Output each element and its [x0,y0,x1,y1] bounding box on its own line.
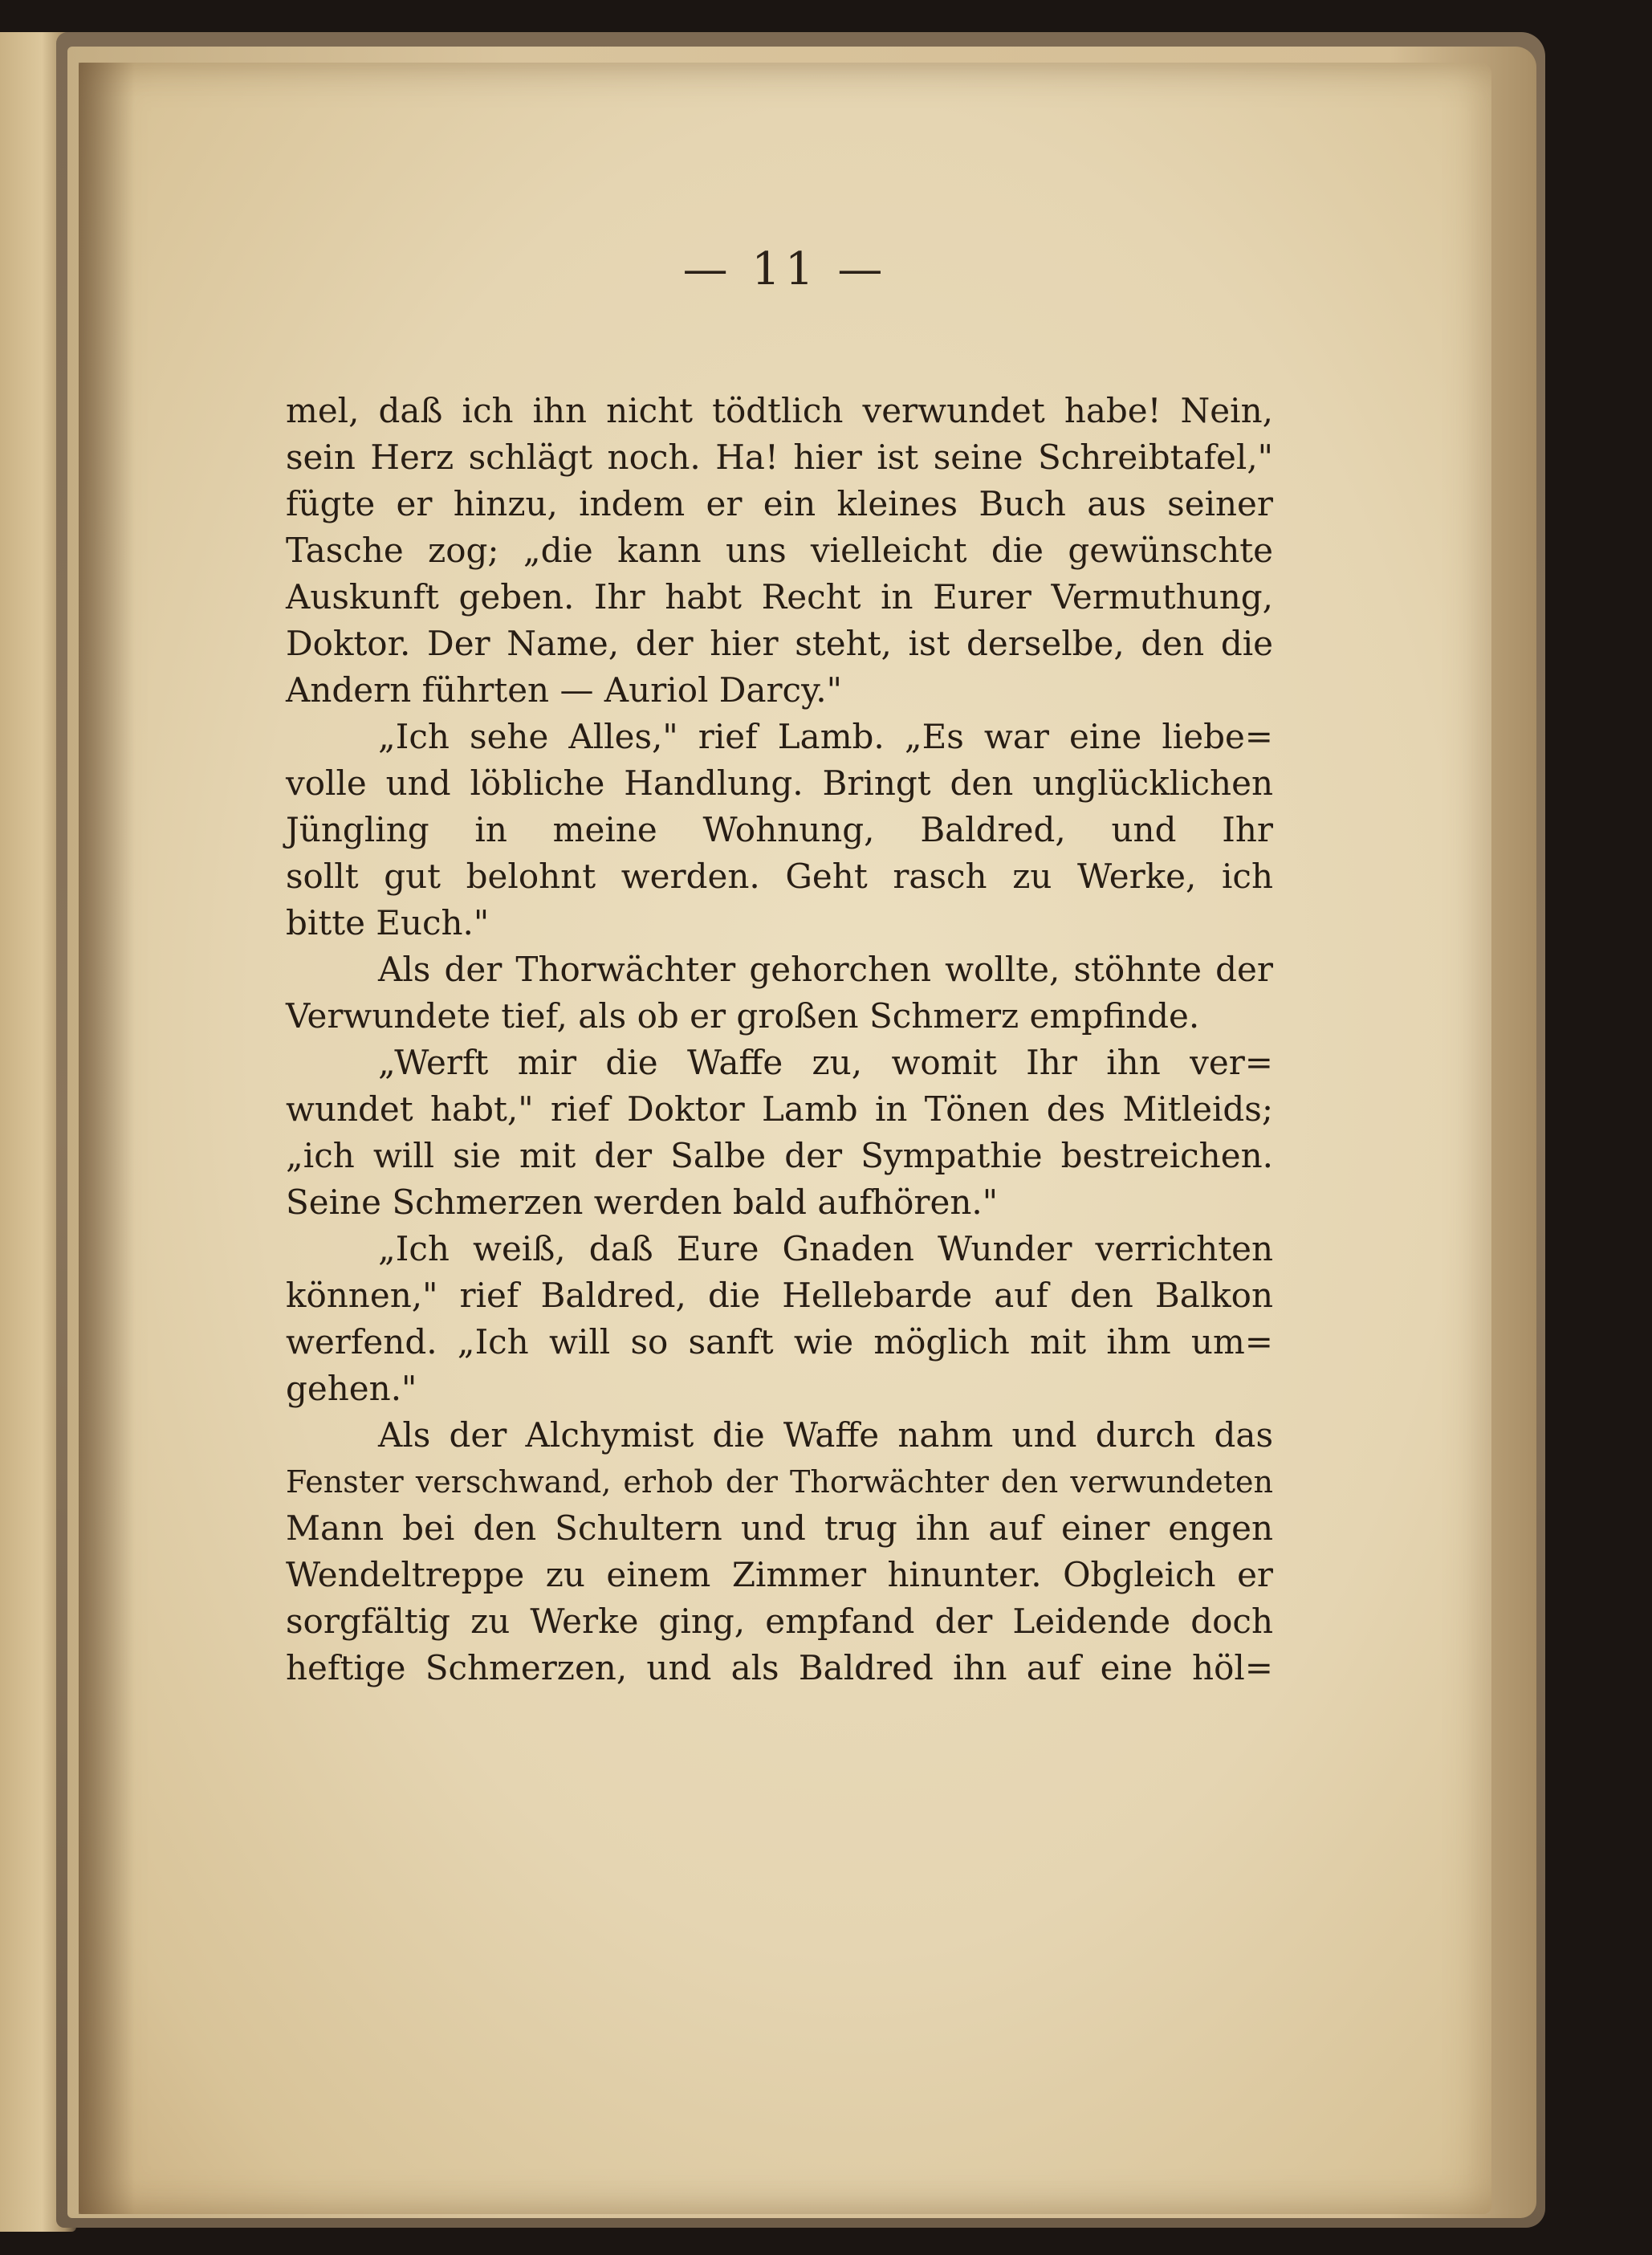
text-line: „ich will sie mit der Salbe der Sympathie bestreichen. [286,1136,1273,1175]
page-body-text [286,388,1273,1691]
text-line: Als der Thorwächter gehorchen wollte, stöhnte der [378,950,1273,989]
text-line: Tasche zog; „die kann uns vielleicht die gewünschte [286,531,1273,570]
text-line: sollt gut belohnt werden. Geht rasch zu Werke, ich [286,857,1273,896]
text-line: Verwundete tief, als ob er großen Schmerz empfinde. [286,996,1200,1036]
text-line: „Ich sehe Alles," rief Lamb. „Es war eine liebe= [378,717,1273,756]
text-line: Andern führten — Auriol Darcy." [286,670,842,710]
text-line: Seine Schmerzen werden bald aufhören." [286,1182,999,1222]
text-line: Fenster verschwand, erhob der Thorwächter den verwundeten [286,1464,1273,1500]
text-line: mel, daß ich ihn nicht tödtlich verwundet habe! Nein, [286,391,1273,430]
text-line: fügte er hinzu, indem er ein kleines Buch aus seiner [286,484,1273,523]
text-line: sein Herz schlägt noch. Ha! hier ist seine Schreibtafel," [286,438,1273,477]
page-number: — 11 — [682,243,888,295]
text-line: können," rief Baldred, die Hellebarde auf den Balkon [286,1276,1273,1315]
text-line: „Ich weiß, daß Eure Gnaden Wunder verrichten [378,1229,1273,1268]
text-line: Als der Alchymist die Waffe nahm und durch das [378,1415,1273,1455]
text-line: Mann bei den Schultern und trug ihn auf einer engen [286,1508,1273,1548]
text-line: Wendeltreppe zu einem Zimmer hinunter. Obgleich er [286,1555,1273,1594]
text-line: volle und löbliche Handlung. Bringt den unglücklichen [286,763,1273,803]
text-line: Doktor. Der Name, der hier steht, ist derselbe, den die [286,624,1273,663]
text-line: werfend. „Ich will so sanft wie möglich mit ihm um= [286,1322,1273,1362]
text-line: sorgfältig zu Werke ging, empfand der Leidende doch [286,1602,1273,1641]
text-line: wundet habt," rief Doktor Lamb in Tönen des Mitleids; [286,1089,1273,1129]
text-line: bitte Euch." [286,903,490,942]
text-line: gehen." [286,1369,417,1408]
text-line: „Werft mir die Waffe zu, womit Ihr ihn ver= [378,1043,1273,1082]
text-line: Auskunft geben. Ihr habt Recht in Eurer Vermuthung, [286,577,1273,617]
text-line: Jüngling in meine Wohnung, Baldred, und Ihr [286,810,1273,849]
text-line: heftige Schmerzen, und als Baldred ihn auf eine höl= [286,1648,1273,1687]
book-page [79,63,1491,2214]
